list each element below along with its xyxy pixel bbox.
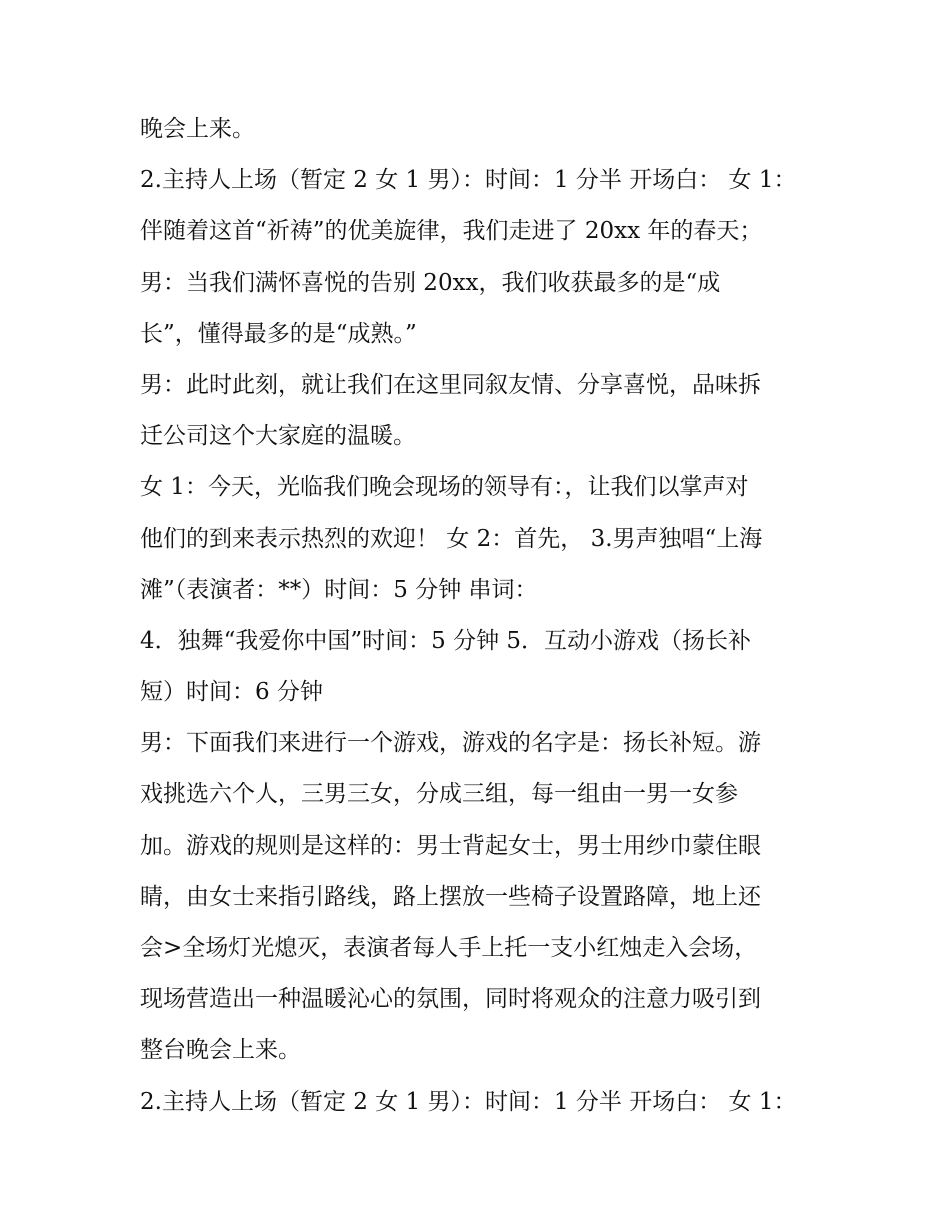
text-line: 迁公司这个大家庭的温暖。 [140,423,416,450]
text-line: 现场营造出一种温暖沁心的氛围，同时将观众的注意力吸引到 [140,986,761,1013]
text-line: 男：当我们满怀喜悦的告别 20xx，我们收获最多的是“成 [140,269,721,296]
text-line: 戏挑选六个人，三男三女，分成三组，每一组由一男一女参 [140,781,738,808]
text-line: 4．独舞“我爱你中国”时间：5 分钟 5．互动小游戏（扬长补 [140,627,752,654]
text-line: 短）时间：6 分钟 [140,679,323,706]
text-line: 加。游戏的规则是这样的：男士背起女士，男士用纱巾蒙住眼 [140,832,761,859]
text-line: 伴随着这首“祈祷”的优美旋律，我们走进了 20xx 年的春天； [140,218,763,245]
text-line: 男：此时此刻，就让我们在这里同叙友情、分享喜悦，品味拆 [140,371,761,398]
text-line: 会>全场灯光熄灭，表演者每人手上托一支小红烛走入会场， [140,935,758,961]
text-line: 男：下面我们来进行一个游戏，游戏的名字是：扬长补短。游 [140,730,761,757]
text-line: 整台晚会上来。 [140,1037,301,1064]
text-line: 他们的到来表示热烈的欢迎！ 女 2：首先， 3.男声独唱“上海 [140,525,763,552]
text-line: 2.主持人上场（暂定 2 女 1 男）：时间：1 分半 开场白： 女 1： [140,1088,797,1115]
text-line: 睛，由女士来指引路线，路上摆放一些椅子设置路障，地上还 [140,883,761,910]
text-line: 长”，懂得最多的是“成熟。” [140,320,417,347]
text-line: 女 1：今天，光临我们晚会现场的领导有：，让我们以掌声对 [140,474,749,501]
text-line: 2.主持人上场（暂定 2 女 1 男）：时间：1 分半 开场白： 女 1： [140,167,797,194]
document-body [140,104,820,1128]
text-line: 晚会上来。 [140,116,255,142]
text-line: 滩”（表演者：**）时间：5 分钟 串词： [140,576,538,603]
